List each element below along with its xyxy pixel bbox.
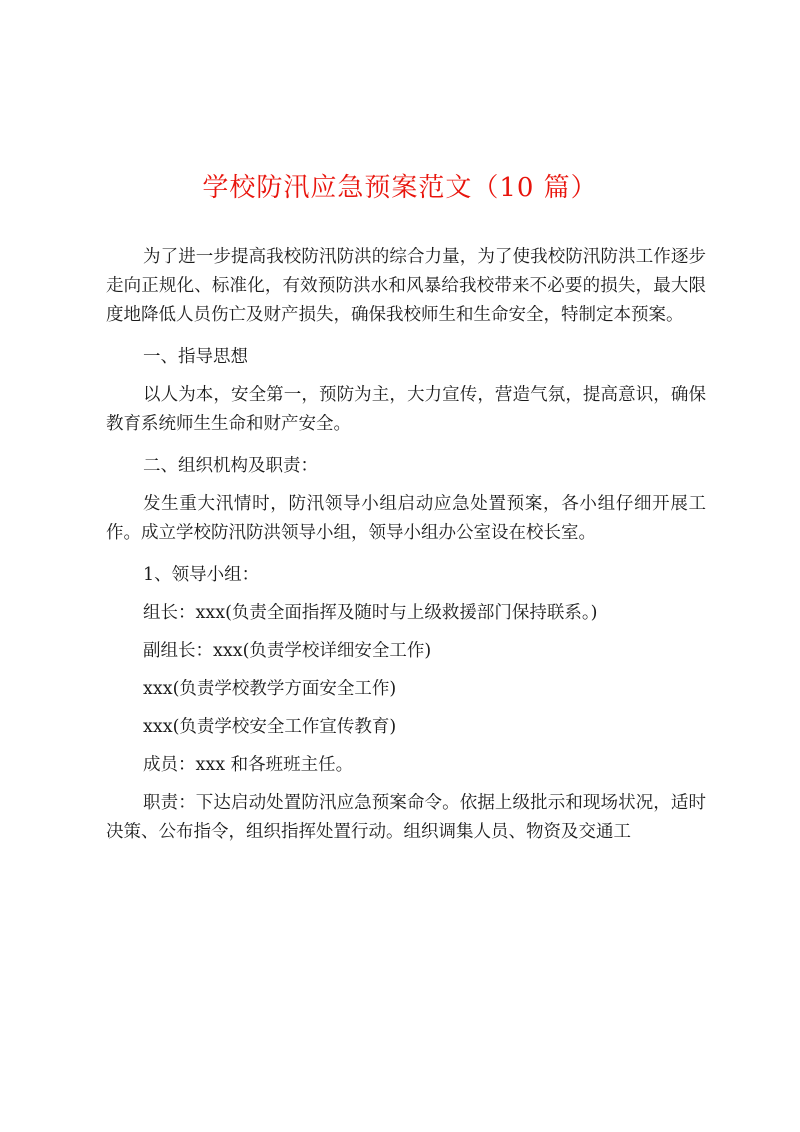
intro-paragraph: 为了进一步提高我校防汛防洪的综合力量，为了使我校防汛防洪工作逐步走向正规化、标准化，有效预防洪水和风暴给我校带来不必要的损失，最大限度地降低人员伤亡及财产损失，确保我校师生和生命安全，特制定本预案。 (106, 247, 706, 325)
document-body (106, 243, 706, 860)
deputy-publicity-line: xxx(负责学校安全工作宣传教育) (143, 717, 397, 737)
deputy-teaching-line: xxx(负责学校教学方面安全工作) (143, 679, 397, 699)
subsection-heading-leadership-group: 1、领导小组： (143, 565, 260, 585)
section-heading-guiding-ideology: 一、指导思想 (143, 347, 248, 367)
organization-paragraph: 发生重大汛情时，防汛领导小组启动应急处置预案，各小组仔细开展工作。成立学校防汛防洪领导小组，领导小组办公室设在校长室。 (106, 494, 706, 543)
group-leader-line: 组长：xxx(负责全面指挥及随时与上级救援部门保持联系。) (143, 603, 598, 623)
deputy-leader-line: 副组长：xxx(负责学校详细安全工作) (143, 641, 432, 661)
document-title: 学校防汛应急预案范文（10 篇） (202, 173, 598, 203)
members-line: 成员：xxx 和各班班主任。 (143, 755, 354, 775)
guiding-ideology-paragraph: 以人为本，安全第一，预防为主，大力宣传，营造气氛，提高意识，确保教育系统师生生命和财产安全。 (106, 385, 706, 434)
section-heading-organization: 二、组织机构及职责： (143, 456, 318, 476)
duties-paragraph: 职责：下达启动处置防汛应急预案命令。依据上级批示和现场状况，适时决策、公布指令，组织指挥处置行动。组织调集人员、物资及交通工 (106, 793, 706, 842)
